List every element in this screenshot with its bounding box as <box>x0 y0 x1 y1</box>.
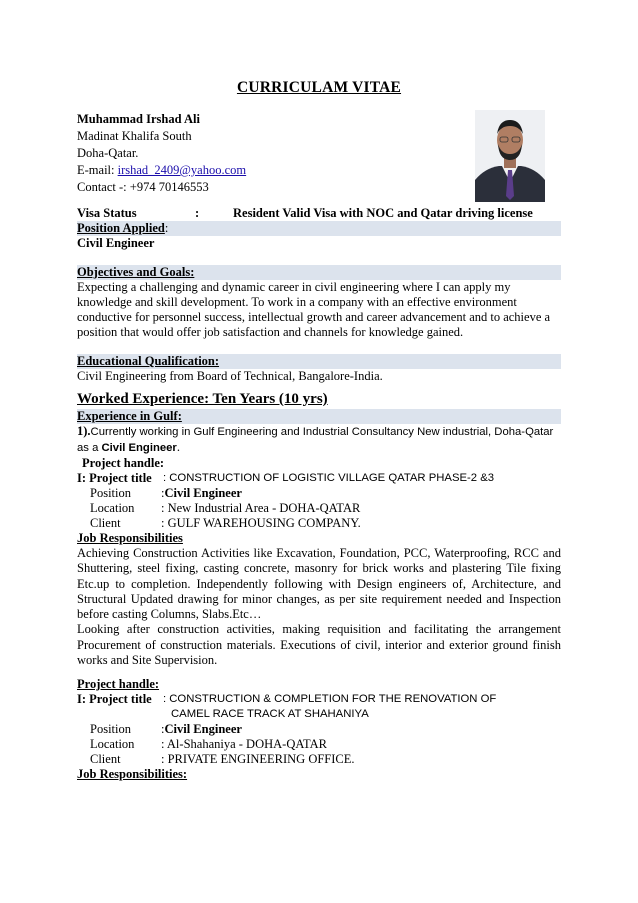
address-line-1: Madinat Khalifa South <box>77 129 192 143</box>
project1-title-label: I: Project title <box>77 471 152 485</box>
project1-title: : CONSTRUCTION OF LOGISTIC VILLAGE QATAR PHASE-2 &3 <box>163 472 495 484</box>
objectives-heading <box>77 265 561 280</box>
gulf-experience-heading <box>77 409 561 424</box>
project1-position-label: Position <box>90 486 131 500</box>
visa-colon: : <box>195 206 200 220</box>
project1-client: : GULF WAREHOUSING COMPANY. <box>161 516 361 530</box>
email-label: E-mail: <box>77 163 118 177</box>
education-text: Civil Engineering from Board of Technical, Bangalore-India. <box>77 369 383 383</box>
project2-location-label: Location <box>90 737 135 752</box>
current-job-prefix: 1). <box>77 424 91 438</box>
address-line-2: Doha-Qatar. <box>77 146 139 160</box>
project1-position-colon: : <box>161 486 165 500</box>
project1-position: Civil Engineer <box>164 486 242 500</box>
visa-label: Visa Status <box>77 206 137 220</box>
contact-line: Contact -: +974 70146553 <box>77 180 209 194</box>
current-job <box>77 424 561 456</box>
project2-title-line-2: CAMEL RACE TRACK AT SHAHANIYA <box>171 708 369 721</box>
project2-client-row <box>77 752 561 767</box>
project1-client-row <box>77 516 561 531</box>
project2-client-label: Client <box>90 752 121 767</box>
position-applied-label: Position Applied <box>77 221 165 235</box>
position-applied-heading <box>77 221 561 236</box>
project2-client: : PRIVATE ENGINEERING OFFICE. <box>161 752 355 767</box>
project1-location-label: Location <box>90 501 135 515</box>
current-job-end: . <box>176 440 180 454</box>
position-applied-suffix: : <box>164 221 169 235</box>
project2-position-row <box>77 722 561 737</box>
candidate-name: Muhammad Irshad Ali <box>77 112 200 126</box>
project-handle-label: Project handle: <box>82 456 165 470</box>
project2-location: : Al-Shahaniya - DOHA-QATAR <box>161 737 327 752</box>
project2-position: Civil Engineer <box>164 722 242 737</box>
project2-position-colon: : <box>161 722 165 737</box>
job-responsibilities-heading: Job Responsibilities <box>77 531 183 545</box>
education-heading <box>77 354 561 369</box>
project1-location: : New Industrial Area - DOHA-QATAR <box>161 501 361 515</box>
gulf-experience-heading-text: Experience in Gulf: <box>77 409 182 423</box>
current-job-role: Civil Engineer <box>101 442 177 454</box>
email-link[interactable]: irshad_2409@yahoo.com <box>117 163 247 177</box>
project2-location-row <box>77 737 561 752</box>
visa-status-row <box>77 206 561 221</box>
document-title: CURRICULAM VITAE <box>236 79 402 96</box>
project1-location-row <box>77 501 561 516</box>
project1-client-label: Client <box>90 516 121 530</box>
project2-title-label: I: Project title <box>77 692 152 707</box>
objectives-text: Expecting a challenging and dynamic career in civil engineering where I can apply my knowledge and skill development. To work in a company with an effective environment conductive for personnel success, intellectual growth and career advancement and to achieve a position that would offer job satisfaction and channels for knowledge gained. <box>77 280 551 339</box>
job-responsibilities-text-2: Looking after construction activities, making requisition and facilitating the arrangement Procurement of construction materials. Executions of civil, interior and exterior ground finish works and Site Supervision. <box>77 622 561 668</box>
profile-photo-image <box>475 110 545 202</box>
objectives-heading-text: Objectives and Goals: <box>77 265 195 279</box>
profile-photo <box>475 110 545 202</box>
cv-page <box>77 72 561 782</box>
experience-heading: Worked Experience: Ten Years (10 yrs) <box>77 391 328 407</box>
project2-title-row <box>77 692 561 707</box>
project1-position-row <box>77 486 561 501</box>
project2-title-line-1: : CONSTRUCTION & COMPLETION FOR THE RENOVATION OF <box>163 693 497 706</box>
current-job-text: Currently working in Gulf Engineering and Industrial Consultancy New industrial, Doha-Qatar as a <box>77 426 554 454</box>
project1-title-row <box>77 471 561 486</box>
project-handle-2-label: Project handle: <box>77 677 160 692</box>
project2-position-label: Position <box>90 722 131 737</box>
education-heading-text: Educational Qualification: <box>77 354 220 368</box>
job-responsibilities-text-1: Achieving Construction Activities like Excavation, Foundation, PCC, Waterproofing, RCC and Shuttering, steel fixing, casting concrete, masonry for brick works and plastering Tile fixing Etc.up to completion. Independently following with Design engineers of, Architecture, and Structural Updated drawing for minor changes, as per site requirement needed and Inspection before casting Columns, Slabs.Etc… <box>77 546 561 622</box>
job-responsibilities-heading-2: Job Responsibilities: <box>77 767 188 782</box>
visa-value: Resident Valid Visa with NOC and Qatar driving license <box>233 206 533 220</box>
position-applied-value: Civil Engineer <box>77 236 155 250</box>
